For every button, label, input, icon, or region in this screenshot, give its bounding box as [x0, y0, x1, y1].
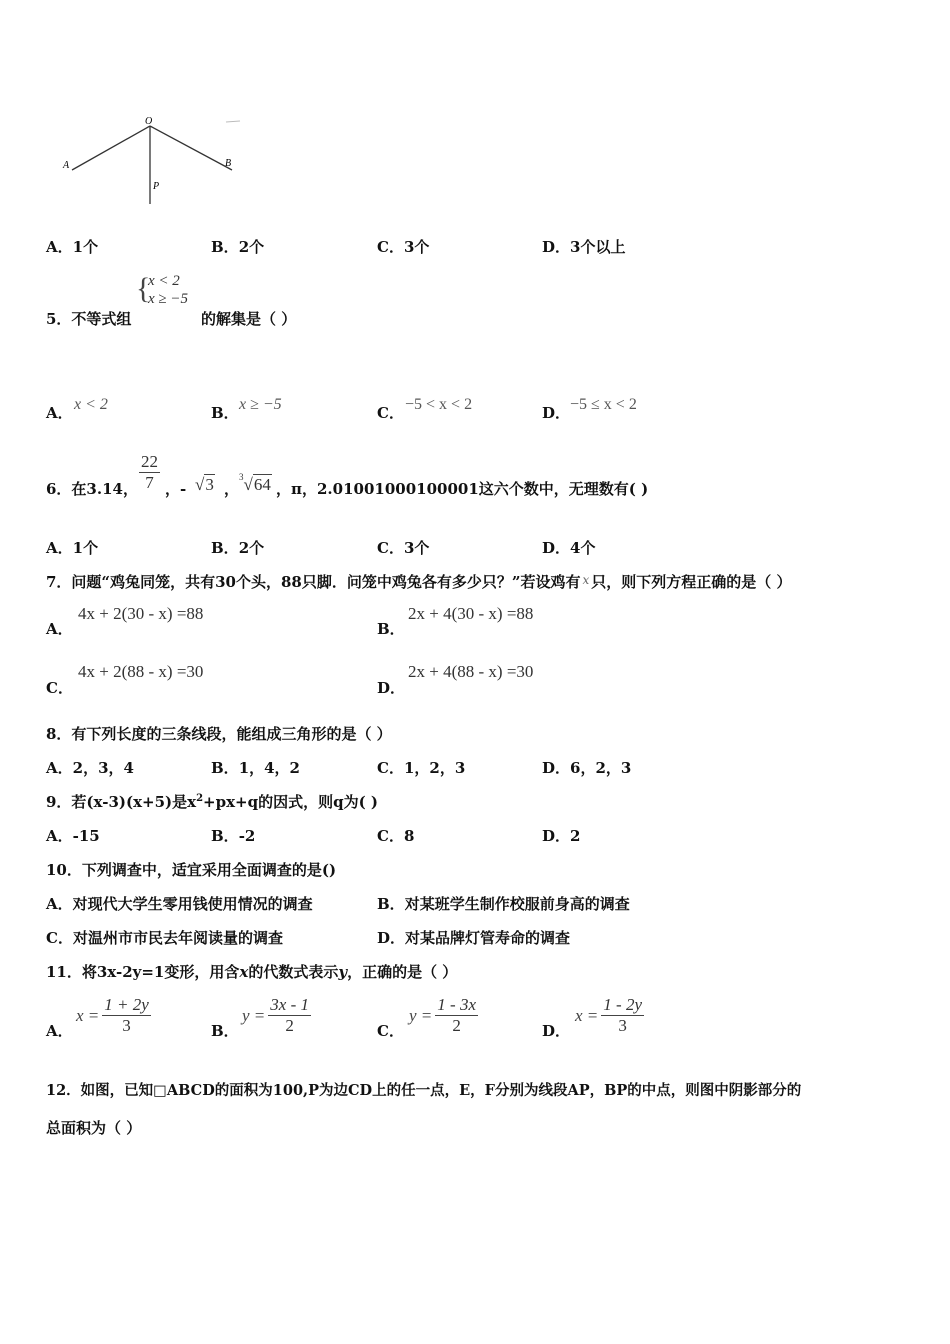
q8-stem: 8．有下列长度的三条线段，能组成三角形的是（ ）	[46, 725, 392, 743]
option-letter: B．	[211, 539, 239, 557]
option-text: 对某品牌灯管寿命的调查	[405, 929, 571, 947]
frac-numerator: 3x - 1	[270, 995, 309, 1014]
ray-oa	[72, 126, 150, 170]
frac-numerator: 1 + 2y	[104, 995, 149, 1014]
option-letter: A．	[46, 1022, 73, 1040]
frac-denominator: 3	[618, 1016, 627, 1035]
option-letter: B．	[211, 1022, 239, 1040]
q9-option-b	[211, 825, 255, 846]
option-letter: D．	[377, 929, 406, 947]
q5-prefix: 5．不等式组	[46, 310, 132, 328]
cbrt-index: 3	[239, 472, 244, 483]
q6-sqrt3	[195, 475, 215, 495]
stem-text: 7．问题“鸡兔同笼，共有30个头，88只脚．问笼中鸡兔各有多少只？”若设鸡有	[46, 573, 581, 591]
option-text: 1，2，3	[403, 759, 466, 777]
option-text: 3个以上	[570, 238, 626, 256]
q5-option-d	[542, 402, 570, 423]
lhs: y =	[242, 1005, 266, 1025]
option-letter: D．	[377, 679, 406, 697]
ray-ob	[150, 126, 232, 170]
option-letter: D．	[542, 827, 571, 845]
option-text: 对某班学生制作校服前身高的调查	[404, 895, 630, 913]
option-letter: D．	[542, 404, 571, 422]
q7-option-b-math: 2x + 4(30 - x) =88	[408, 604, 534, 623]
q10-option-d	[377, 927, 570, 948]
option-letter: A．	[46, 759, 73, 777]
option-letter: B．	[211, 827, 239, 845]
q5-option-c-math: −5 < x < 2	[405, 396, 473, 413]
option-text: 1个	[72, 238, 99, 256]
option-letter: A．	[46, 895, 73, 913]
label-a: A	[63, 160, 70, 171]
option-text: 对温州市市民去年阅读量的调查	[72, 929, 283, 947]
q7-option-a-math: 4x + 2(30 - x) =88	[78, 604, 204, 623]
q10-option-c	[46, 927, 283, 948]
q6-sep1: ，-	[165, 480, 187, 498]
option-letter: B．	[377, 895, 405, 913]
q9-option-d	[542, 825, 580, 846]
q6-prefix: 6．在3.14，	[46, 480, 138, 498]
q11-option-c	[377, 1020, 404, 1041]
q12-stem-line2: 总面积为（ ）	[46, 1119, 142, 1137]
option-letter: D．	[542, 539, 571, 557]
q11-option-a	[46, 1020, 73, 1041]
scan-mark	[226, 121, 240, 122]
option-text: 4个	[570, 539, 596, 557]
q11-option-d-math	[575, 995, 644, 1036]
q4-option-a	[46, 236, 98, 257]
option-letter: C．	[377, 759, 404, 777]
option-letter: A．	[46, 238, 73, 256]
stem-variable: x	[582, 573, 590, 587]
option-text: 3个	[403, 238, 430, 256]
q7-stem	[46, 571, 791, 592]
stem-superscript: 2	[196, 793, 204, 804]
q7-option-b	[377, 618, 405, 639]
q12-stem-line1: 12．如图，已知□ABCD的面积为100,P为边CD上的任一点，E，F分别为线段AP，BP的中点，则图中阴影部分的	[46, 1082, 802, 1099]
option-text: -2	[238, 827, 256, 845]
option-text: 2个	[238, 539, 265, 557]
option-letter: D．	[542, 238, 571, 256]
stem-text: 11．将3x-2y=1变形，用含	[46, 963, 240, 981]
stem-text: 的代数式表示	[248, 963, 339, 981]
option-letter: C．	[46, 929, 73, 947]
stem-variable: x	[239, 963, 249, 981]
q11-stem	[46, 961, 457, 982]
option-text: -15	[72, 827, 100, 845]
q4-option-b	[211, 236, 264, 257]
q9-stem	[46, 791, 378, 812]
q8-option-b	[211, 757, 300, 778]
q6-suffix: ，π，2.01001000100001这六个数中，无理数有( )	[276, 480, 649, 498]
option-letter: A．	[46, 620, 73, 638]
stem-text: 9．若(x-3)(x+5)是x	[46, 793, 197, 811]
option-text: 2	[570, 827, 581, 845]
q7-option-d-math: 2x + 4(88 - x) =30	[408, 662, 534, 681]
q5-option-b-math: x ≥ −5	[239, 396, 282, 413]
option-letter: C．	[46, 679, 73, 697]
q6-option-d	[542, 537, 595, 558]
sqrt-icon: √	[243, 475, 253, 494]
frac-denominator: 3	[122, 1016, 131, 1035]
system-line1: x < 2	[148, 273, 180, 289]
q6-option-b	[211, 537, 264, 558]
q6-cbrt64	[239, 472, 272, 495]
q6-option-a	[46, 537, 98, 558]
label-b: B	[225, 158, 232, 169]
label-p: P	[153, 181, 160, 192]
frac-numerator: 1 - 2y	[603, 995, 642, 1014]
q8-option-c	[377, 757, 465, 778]
option-letter: A．	[46, 827, 73, 845]
q4-option-c	[377, 236, 429, 257]
q5-option-c	[377, 402, 404, 423]
option-letter: B．	[211, 404, 239, 422]
q6-option-c	[377, 537, 429, 558]
q11-option-a-math	[76, 995, 151, 1036]
option-letter: C．	[377, 238, 404, 256]
option-letter: C．	[377, 1022, 404, 1040]
option-letter: C．	[377, 539, 404, 557]
q11-option-b-math	[242, 995, 311, 1036]
option-letter: D．	[542, 759, 571, 777]
option-text: 3个	[403, 539, 430, 557]
frac-denominator: 2	[285, 1016, 294, 1035]
q5-option-a	[46, 402, 73, 423]
label-o: O	[145, 116, 153, 127]
option-letter: B．	[211, 759, 239, 777]
sqrt-arg: 3	[205, 475, 214, 494]
q6-sep2: ，	[224, 480, 240, 498]
q8-option-d	[542, 757, 631, 778]
option-letter: B．	[377, 620, 405, 638]
q5-option-d-math: −5 ≤ x < 2	[570, 396, 637, 413]
q5-option-b	[211, 402, 239, 423]
stem-text: 只，则下列方程正确的是（ ）	[591, 573, 792, 591]
frac-numerator: 1 - 3x	[437, 995, 476, 1014]
option-text: 2，3，4	[72, 759, 134, 777]
option-letter: A．	[46, 539, 73, 557]
cbrt-arg: 64	[253, 475, 271, 494]
q8-option-a	[46, 757, 134, 778]
q11-option-c-math	[409, 995, 478, 1036]
q10-option-a	[46, 893, 313, 914]
q10-option-b	[377, 893, 630, 914]
lhs: x =	[76, 1005, 100, 1025]
q7-option-c	[46, 677, 73, 698]
brace-icon: {	[136, 272, 151, 305]
option-letter: D．	[542, 1022, 571, 1040]
q11-option-b	[211, 1020, 239, 1041]
q5-suffix: 的解集是（ ）	[201, 310, 297, 328]
frac-numerator: 22	[141, 452, 158, 471]
q10-stem: 10．下列调查中，适宜采用全面调查的是()	[46, 861, 337, 879]
option-letter: A．	[46, 404, 73, 422]
option-text: 1个	[72, 539, 99, 557]
frac-denominator: 7	[145, 473, 154, 492]
q5-inequality-system	[136, 272, 188, 308]
stem-text: +px+q的因式，则q为( )	[203, 793, 378, 811]
q7-option-d	[377, 677, 405, 698]
system-line2: x ≥ −5	[148, 291, 189, 307]
sqrt-icon: √	[195, 475, 205, 494]
q11-option-d	[542, 1020, 570, 1041]
q4-option-d	[542, 236, 625, 257]
q7-option-c-math: 4x + 2(88 - x) =30	[78, 662, 204, 681]
stem-text: ，正确的是（ ）	[347, 963, 458, 981]
option-text: 对现代大学生零用钱使用情况的调查	[72, 895, 313, 913]
lhs: x =	[575, 1005, 599, 1025]
q9-option-c	[377, 825, 414, 846]
option-letter: B．	[211, 238, 239, 256]
option-letter: C．	[377, 404, 404, 422]
stem-variable: y	[338, 963, 348, 981]
q6-fraction	[139, 452, 160, 493]
angle-figure	[60, 112, 250, 208]
option-text: 6，2，3	[570, 759, 632, 777]
option-text: 8	[403, 827, 415, 845]
q9-option-a	[46, 825, 100, 846]
option-text: 2个	[238, 238, 265, 256]
option-letter: C．	[377, 827, 404, 845]
q7-option-a	[46, 618, 73, 639]
q5-option-a-math: x < 2	[74, 396, 108, 413]
frac-denominator: 2	[452, 1016, 461, 1035]
lhs: y =	[409, 1005, 433, 1025]
option-text: 1，4，2	[238, 759, 300, 777]
